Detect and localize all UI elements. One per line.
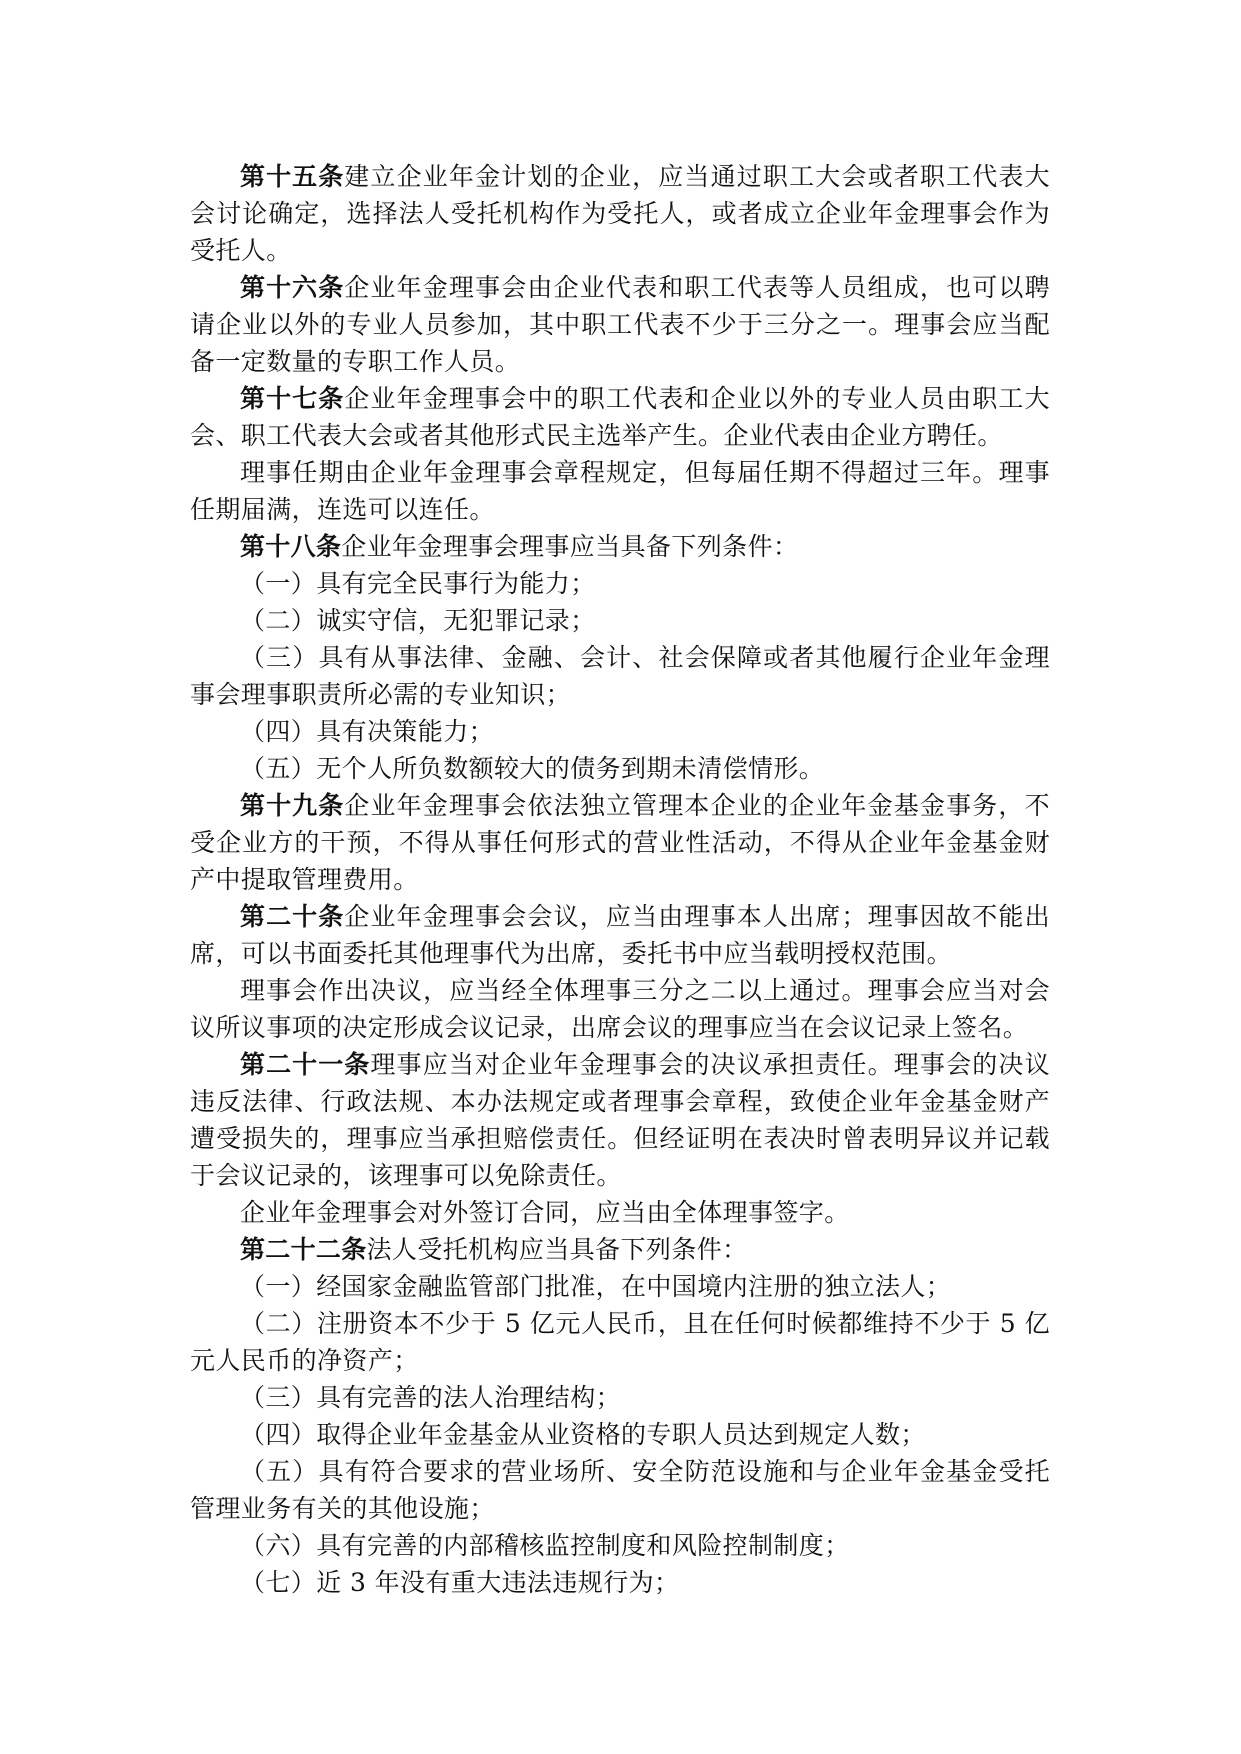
- list-item-text: （四）取得企业年金基金从业资格的专职人员达到规定人数；: [240, 1420, 926, 1449]
- list-item: [190, 639, 1050, 713]
- list-item-text: （五）无个人所负数额较大的债务到期未清偿情形。: [240, 754, 825, 783]
- list-item: [190, 1453, 1050, 1527]
- article-heading: 第十七条: [240, 384, 345, 413]
- list-item-text: （四）具有决策能力；: [240, 717, 495, 746]
- article-heading: 第十八条: [240, 532, 342, 561]
- list-item-text: （一）具有完全民事行为能力；: [240, 569, 596, 598]
- article-text: 企业年金理事会理事应当具备下列条件：: [341, 532, 799, 561]
- article-16: [190, 269, 1050, 380]
- article-22: [190, 1231, 1050, 1268]
- article-text: 法人受托机构应当具备下列条件：: [366, 1235, 748, 1264]
- list-item-text: （一）经国家金融监管部门批准，在中国境内注册的独立法人；: [240, 1272, 952, 1301]
- list-item-text: （三）具有完善的法人治理结构；: [240, 1383, 622, 1412]
- article-20: [190, 898, 1050, 972]
- article-21-paragraph-2: [190, 1194, 1050, 1231]
- article-text: 企业年金理事会由企业代表和职工代表等人员组成，也可以聘请企业以外的专业人员参加，其中职工代表不少于三分之一。理事会应当配备一定数量的专职工作人员。: [190, 273, 1050, 376]
- paragraph-text: 理事任期由企业年金理事会章程规定，但每届任期不得超过三年。理事任期届满，连选可以连任。: [190, 458, 1050, 524]
- list-item: [190, 1268, 1050, 1305]
- article-text: 理事应当对企业年金理事会的决议承担责任。理事会的决议违反法律、行政法规、本办法规定或者理事会章程，致使企业年金基金财产遭受损失的，理事应当承担赔偿责任。但经证明在表决时曾表明异议并记载于会议记录的，该理事可以免除责任。: [190, 1050, 1050, 1190]
- article-text: 企业年金理事会中的职工代表和企业以外的专业人员由职工大会、职工代表大会或者其他形式民主选举产生。企业代表由企业方聘任。: [190, 384, 1050, 450]
- article-15: [190, 158, 1050, 269]
- article-heading: 第十九条: [240, 791, 345, 820]
- list-item: [190, 1416, 1050, 1453]
- list-item: [190, 1564, 1050, 1601]
- document-body: [190, 158, 1050, 1601]
- list-item-text: （二）注册资本不少于 5 亿元人民币，且在任何时候都维持不少于 5 亿元人民币的净资产；: [190, 1309, 1050, 1375]
- article-19: [190, 787, 1050, 898]
- article-17-paragraph-2: [190, 454, 1050, 528]
- list-item: [190, 750, 1050, 787]
- article-text: 建立企业年金计划的企业，应当通过职工大会或者职工代表大会讨论确定，选择法人受托机构作为受托人，或者成立企业年金理事会作为受托人。: [190, 162, 1050, 265]
- list-item: [190, 565, 1050, 602]
- article-text: 企业年金理事会会议，应当由理事本人出席；理事因故不能出席，可以书面委托其他理事代为出席，委托书中应当载明授权范围。: [190, 902, 1050, 968]
- list-item-text: （三）具有从事法律、金融、会计、社会保障或者其他履行企业年金理事会理事职责所必需的专业知识；: [190, 643, 1050, 709]
- list-item-text: （七）近 3 年没有重大违法违规行为；: [240, 1568, 680, 1597]
- article-17: [190, 380, 1050, 454]
- article-heading: 第十五条: [240, 162, 345, 191]
- list-item: [190, 1305, 1050, 1379]
- list-item: [190, 1379, 1050, 1416]
- list-item-text: （五）具有符合要求的营业场所、安全防范设施和与企业年金基金受托管理业务有关的其他设施；: [190, 1457, 1050, 1523]
- article-21: [190, 1046, 1050, 1194]
- list-item: [190, 713, 1050, 750]
- article-heading: 第二十一条: [240, 1050, 371, 1079]
- article-18: [190, 528, 1050, 565]
- paragraph-text: 理事会作出决议，应当经全体理事三分之二以上通过。理事会应当对会议所议事项的决定形成会议记录，出席会议的理事应当在会议记录上签名。: [190, 976, 1050, 1042]
- article-heading: 第十六条: [240, 273, 345, 302]
- paragraph-text: 企业年金理事会对外签订合同，应当由全体理事签字。: [240, 1198, 850, 1227]
- list-item-text: （二）诚实守信，无犯罪记录；: [240, 606, 596, 635]
- list-item: [190, 602, 1050, 639]
- article-20-paragraph-2: [190, 972, 1050, 1046]
- list-item-text: （六）具有完善的内部稽核监控制度和风险控制制度；: [240, 1531, 850, 1560]
- article-heading: 第二十条: [240, 902, 345, 931]
- list-item: [190, 1527, 1050, 1564]
- article-text: 企业年金理事会依法独立管理本企业的企业年金基金事务，不受企业方的干预，不得从事任何形式的营业性活动，不得从企业年金基金财产中提取管理费用。: [190, 791, 1050, 894]
- article-heading: 第二十二条: [240, 1235, 367, 1264]
